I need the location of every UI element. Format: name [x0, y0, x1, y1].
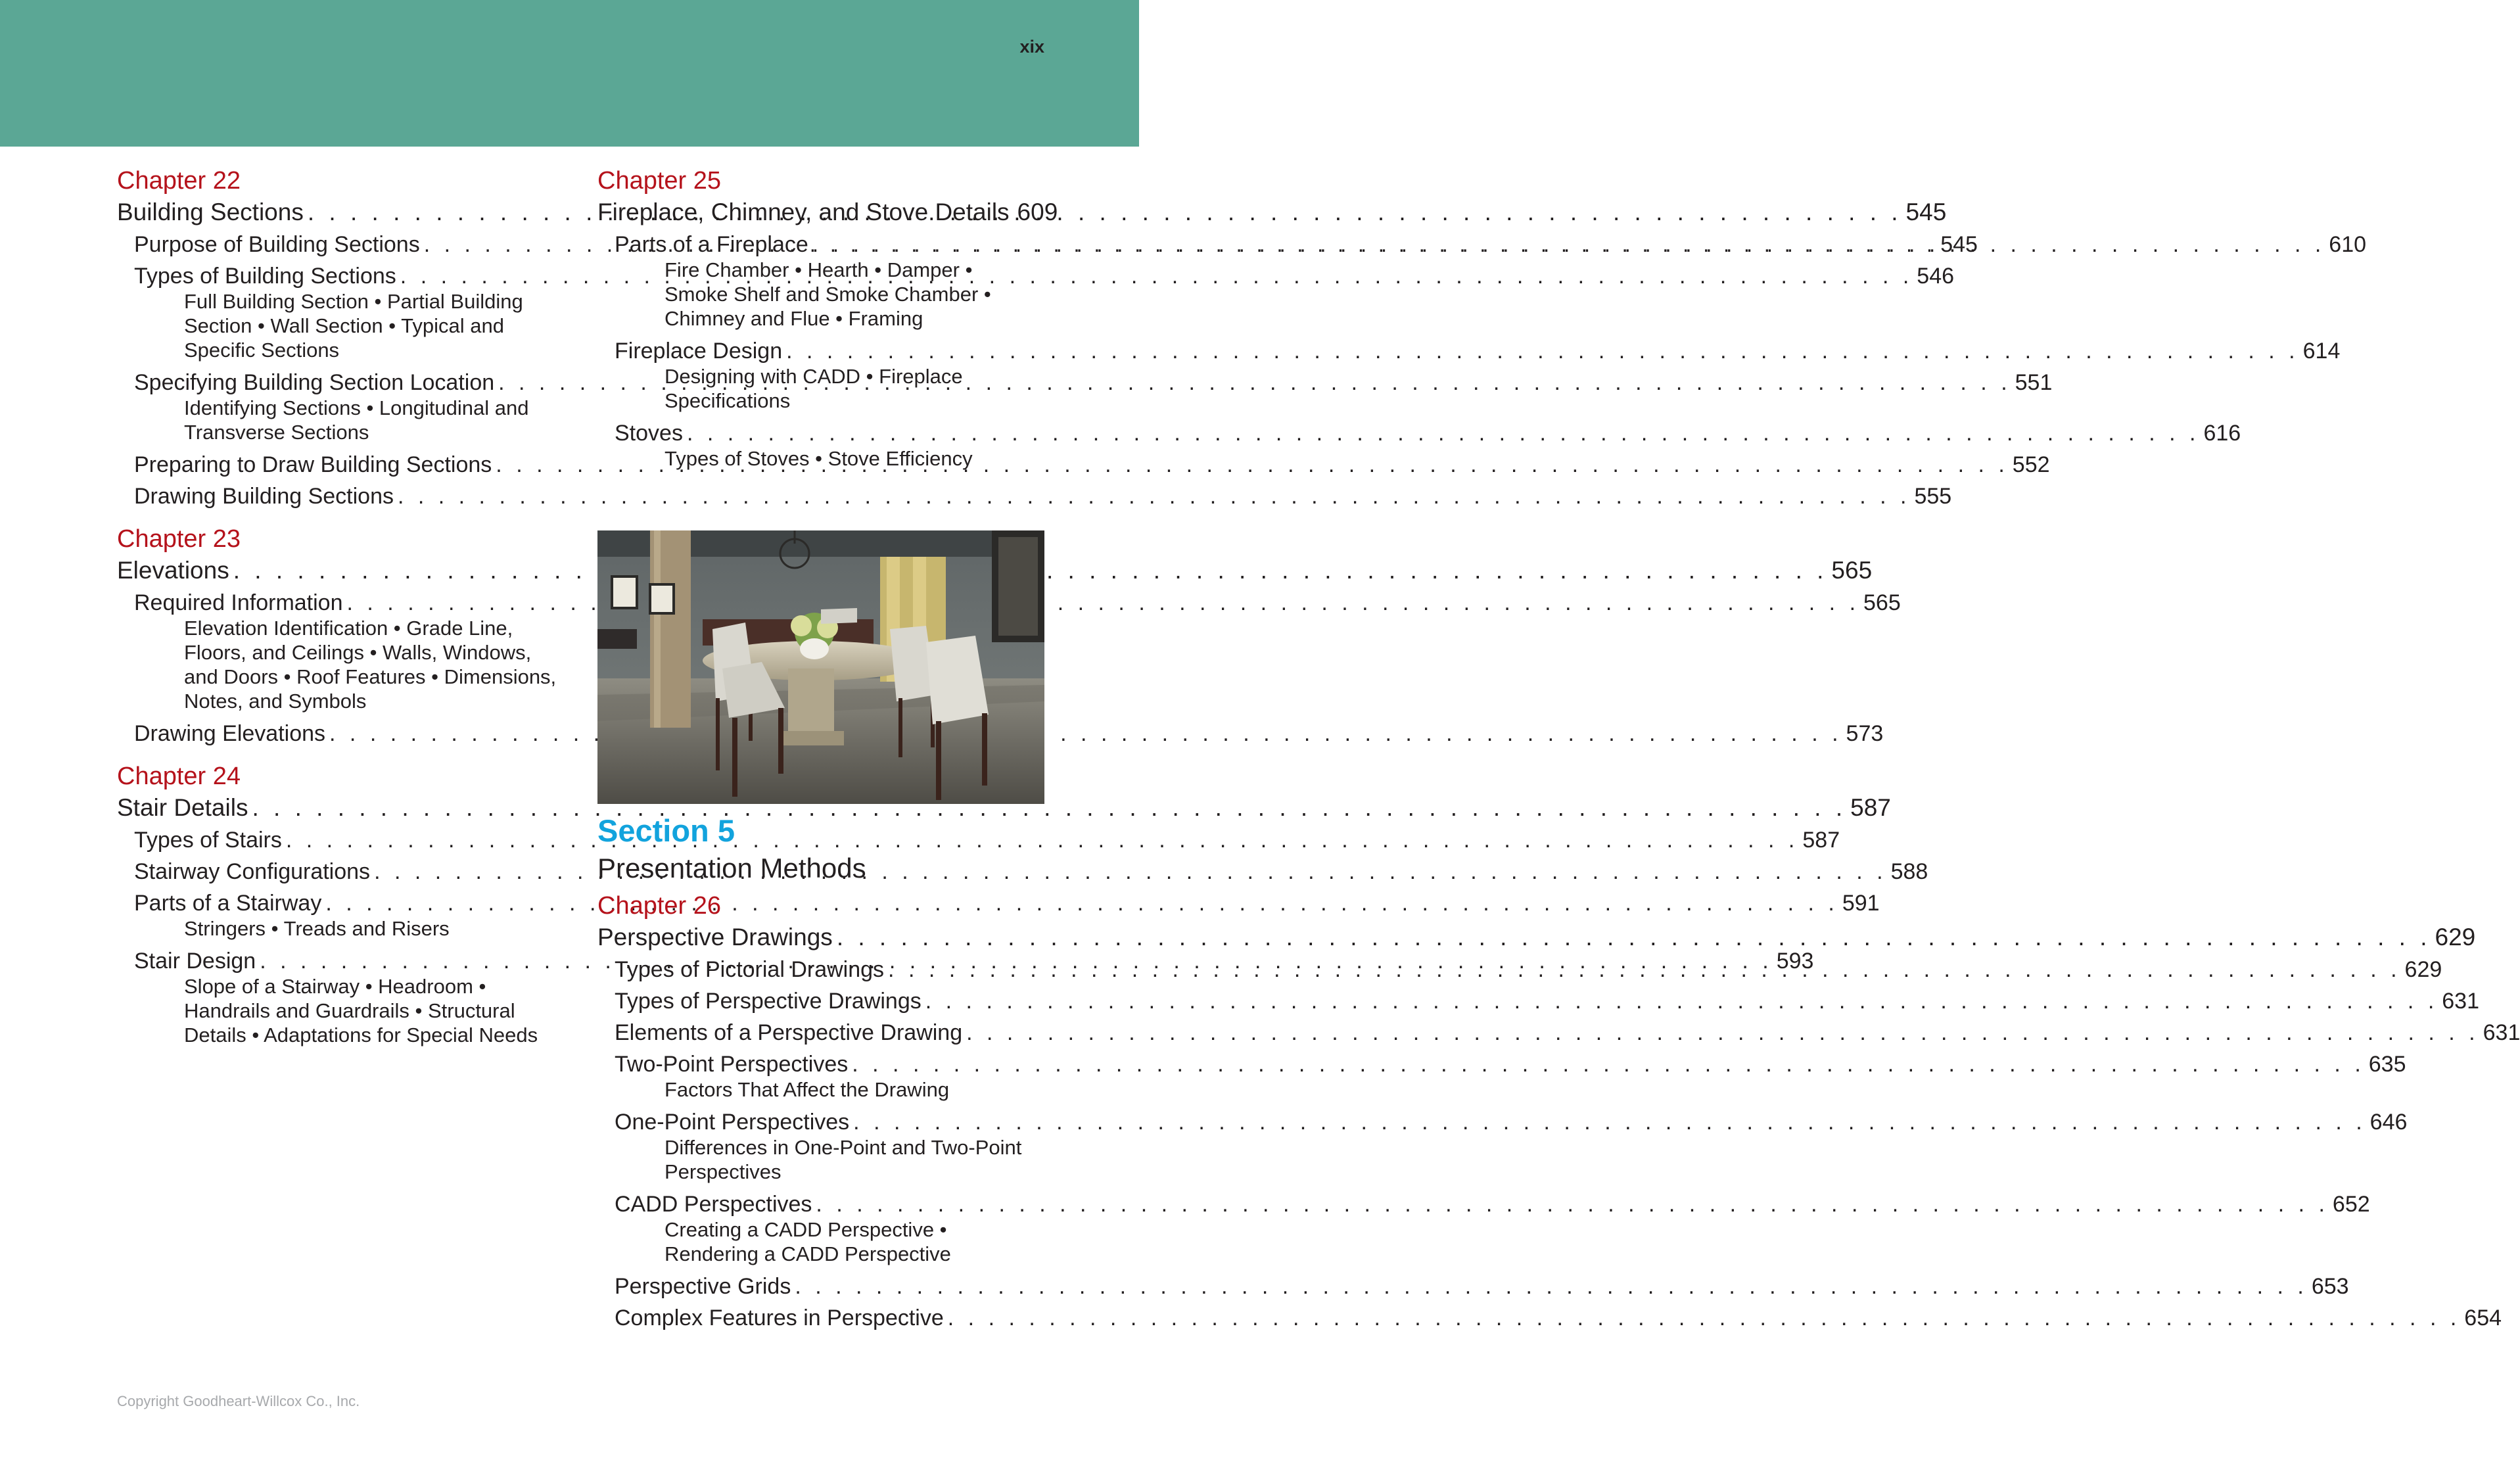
- subtopic-list: Stringers • Treads and Risers: [184, 917, 450, 940]
- page-ref: 552: [2012, 452, 2050, 477]
- subtopic-list: Creating a CADD Perspective • Rendering a CADD Perspective: [665, 1218, 951, 1265]
- page-ref: 591: [1842, 891, 1880, 916]
- dot-leader: [252, 791, 1846, 824]
- dot-leader: [308, 196, 1902, 229]
- page-ref: 565: [1863, 590, 1901, 615]
- section-title: Presentation Methods: [597, 853, 866, 883]
- chapter-title: Perspective Drawings: [597, 924, 833, 951]
- topic-title: Types of Stairs: [134, 828, 282, 853]
- chapter-label: Chapter 25: [597, 167, 722, 195]
- topic-entry: [117, 481, 1952, 512]
- topic-entry: [597, 1017, 2520, 1048]
- chapter-title: Building Sections: [117, 199, 304, 225]
- page-ref: 545: [1905, 199, 1947, 225]
- topic-entry: [117, 260, 1955, 292]
- header-band: [0, 0, 1139, 147]
- dot-leader: [398, 481, 1911, 512]
- dot-leader: [347, 587, 1860, 619]
- topic-title: Elements of a Perspective Drawing: [615, 1020, 963, 1045]
- topic-title: Fireplace Design: [615, 339, 783, 364]
- topic-entry: [117, 718, 1884, 749]
- topic-entry: [597, 1188, 2370, 1220]
- topic-title: Types of Pictorial Drawings: [615, 957, 885, 982]
- dot-leader: [948, 1302, 2461, 1334]
- dot-leader: [786, 335, 2299, 367]
- dining-room-illustration: [597, 530, 1044, 804]
- topic-entry: [597, 1271, 2349, 1302]
- page-number: xix: [1019, 37, 1044, 57]
- topic-entry: [597, 1106, 2408, 1138]
- page-ref: 573: [1846, 721, 1884, 746]
- subtopic-list: Slope of a Stairway • Headroom • Handrails and Guardrails • Structural Details • Adaptations for Special Needs: [184, 975, 538, 1046]
- chapter-label: Chapter 26: [597, 892, 722, 920]
- topic-entry: [597, 1302, 2502, 1334]
- chapter-label: Chapter 22: [117, 167, 241, 195]
- chapter-entry: [597, 921, 2476, 954]
- section-label: Section 5: [597, 813, 735, 848]
- page-ref: 588: [1890, 859, 1928, 884]
- topic-title: Types of Building Sections: [134, 264, 396, 289]
- topic-title: Purpose of Building Sections: [134, 232, 420, 257]
- subtopic-list: Full Building Section • Partial Building Section • Wall Section • Typical and Specific Sections: [184, 290, 523, 362]
- subtopic-list: Elevation Identification • Grade Line, Floors, and Ceilings • Walls, Windows, and Doors • Roof Features • Dimensions, Notes, and Symbols: [184, 617, 557, 713]
- topic-entry: [597, 335, 2341, 367]
- page-ref: 609: [1017, 199, 1058, 225]
- page-ref: 610: [2329, 232, 2367, 257]
- page-ref: 629: [2404, 957, 2442, 982]
- topic-title: Drawing Elevations: [134, 721, 326, 746]
- topic-title: Stair Design: [134, 949, 256, 974]
- dot-leader: [325, 887, 1838, 919]
- dining-room-photo: [597, 530, 1044, 804]
- topic-title: Types of Perspective Drawings: [615, 989, 922, 1014]
- dot-leader: [837, 921, 2431, 954]
- dot-leader: [966, 1017, 2479, 1048]
- page-ref: 593: [1776, 949, 1814, 974]
- topic-title: Required Information: [134, 590, 343, 615]
- dot-leader: [816, 1188, 2329, 1220]
- topic-title: Preparing to Draw Building Sections: [134, 452, 492, 477]
- topic-entry: [597, 417, 2241, 449]
- topic-title: Specifying Building Section Location: [134, 370, 495, 395]
- topic-entry: [597, 985, 2479, 1017]
- dot-leader: [687, 417, 2200, 449]
- page-ref: 616: [2203, 421, 2241, 446]
- topic-title: CADD Perspectives: [615, 1192, 812, 1217]
- subtopic-list: Types of Stoves • Stove Efficiency: [665, 447, 973, 470]
- subtopic-list: Identifying Sections • Longitudinal and Transverse Sections: [184, 396, 529, 444]
- subtopic-list: Designing with CADD • Fireplace Specifications: [665, 365, 963, 412]
- chapter-title: Fireplace, Chimney, and Stove Details: [597, 199, 1010, 225]
- dot-leader: [925, 985, 2438, 1017]
- page-ref: 555: [1914, 484, 1952, 509]
- dot-leader: [853, 1106, 2366, 1138]
- topic-title: One-Point Perspectives: [615, 1110, 850, 1135]
- topic-entry: [117, 587, 1901, 619]
- topic-title: Stoves: [615, 421, 683, 446]
- chapter-label: Chapter 23: [117, 525, 241, 553]
- page-ref: 614: [2302, 339, 2341, 364]
- chapter-entry: [117, 554, 1873, 587]
- dot-leader: [795, 1271, 2308, 1302]
- page-ref: 551: [2015, 370, 2053, 395]
- dot-leader: [812, 229, 2325, 260]
- page-ref: 587: [1802, 828, 1840, 853]
- topic-title: Stairway Configurations: [134, 859, 371, 884]
- chapter-title: Stair Details: [117, 794, 248, 821]
- copyright-notice: Copyright Goodheart-Willcox Co., Inc.: [117, 1393, 360, 1409]
- page-ref: 629: [2435, 924, 2476, 951]
- page-ref: 654: [2464, 1305, 2502, 1330]
- topic-title: Parts of a Stairway: [134, 891, 322, 916]
- topic-title: Two-Point Perspectives: [615, 1052, 849, 1077]
- subtopic-list: Differences in One-Point and Two-Point Perspectives: [665, 1136, 1022, 1183]
- chapter-entry: [597, 196, 1058, 229]
- subtopic-list: Fire Chamber • Hearth • Damper • Smoke Shelf and Smoke Chamber • Chimney and Flue • Framing: [665, 258, 991, 330]
- subtopic-list: Factors That Affect the Drawing: [665, 1078, 950, 1101]
- page-ref: 545: [1940, 232, 1978, 257]
- page-ref: 631: [2483, 1020, 2520, 1045]
- page-ref: 565: [1831, 557, 1873, 584]
- page-ref: 653: [2311, 1274, 2349, 1299]
- chapter-label: Chapter 24: [117, 763, 241, 790]
- page-ref: 652: [2332, 1192, 2370, 1217]
- chapter-title: Elevations: [117, 557, 229, 584]
- topic-entry: [597, 1048, 2406, 1080]
- topic-title: Perspective Grids: [615, 1274, 791, 1299]
- topic-title: Drawing Building Sections: [134, 484, 394, 509]
- chapter-entry: [117, 791, 1891, 824]
- dot-leader: [852, 1048, 2365, 1080]
- page-ref: 635: [2368, 1052, 2406, 1077]
- topic-title: Complex Features in Perspective: [615, 1305, 944, 1330]
- page-ref: 546: [1917, 264, 1955, 289]
- page-ref: 646: [2369, 1110, 2408, 1135]
- topic-title: Parts of a Fireplace: [615, 232, 808, 257]
- page-ref: 631: [2442, 989, 2479, 1014]
- dot-leader: [888, 954, 2401, 985]
- dot-leader: [329, 718, 1842, 749]
- page-ref: 587: [1850, 794, 1891, 821]
